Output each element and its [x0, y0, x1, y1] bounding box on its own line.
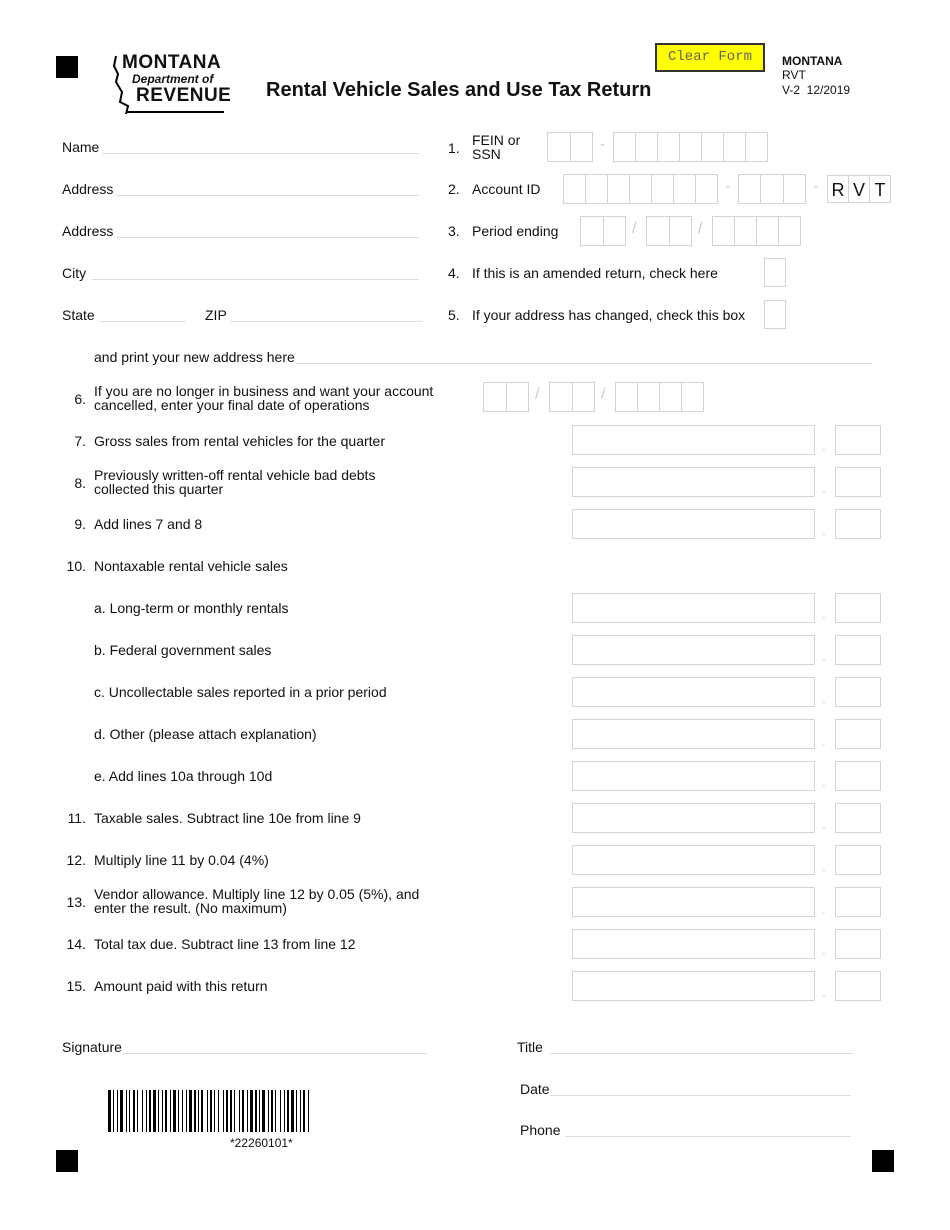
name-label: Name — [62, 139, 100, 155]
barcode-bar — [234, 1090, 235, 1132]
fein-part1-input[interactable] — [547, 132, 593, 162]
barcode-bar — [120, 1090, 123, 1132]
line7-cents-input[interactable] — [835, 425, 881, 455]
line7-label: Gross sales from rental vehicles for the quarter — [94, 433, 386, 449]
barcode-bar — [108, 1090, 111, 1132]
line9-cents-input[interactable] — [835, 509, 881, 539]
barcode-bar — [308, 1090, 309, 1132]
line7-number: 7. — [74, 433, 86, 449]
signature-field[interactable] — [124, 1053, 427, 1054]
line4-number: 4. — [448, 265, 460, 281]
barcode-bar — [137, 1090, 138, 1132]
line8-number: 8. — [74, 475, 86, 491]
dor-logo — [108, 52, 232, 118]
registration-mark-bottom-left — [56, 1150, 78, 1172]
final-date-slash2: / — [601, 386, 606, 403]
line3-label: Period ending — [472, 223, 559, 239]
barcode-bar — [303, 1090, 305, 1132]
barcode-bar — [230, 1090, 232, 1132]
barcode-bar — [262, 1090, 265, 1132]
line10d-decimal: . — [822, 732, 826, 748]
line10d-cents-input[interactable] — [835, 719, 881, 749]
line6-label-a: If you are no longer in business and want your account — [94, 383, 434, 399]
barcode-bar — [153, 1090, 156, 1132]
city-field[interactable] — [92, 279, 419, 280]
period-slash1: / — [632, 220, 637, 237]
line2-label: Account ID — [472, 181, 541, 197]
barcode-bar — [226, 1090, 228, 1132]
period-year-input[interactable] — [712, 216, 801, 246]
line10c-dollars-input[interactable] — [572, 677, 815, 707]
line11-dollars-input[interactable] — [572, 803, 815, 833]
line1-label-a: FEIN or — [472, 132, 521, 148]
zip-field[interactable] — [230, 321, 422, 322]
barcode-bar — [173, 1090, 176, 1132]
line11-cents-input[interactable] — [835, 803, 881, 833]
line6-number: 6. — [74, 391, 86, 407]
line10c-decimal: . — [822, 690, 826, 706]
zip-label: ZIP — [205, 307, 227, 323]
barcode-bar — [117, 1090, 118, 1132]
barcode-bar — [291, 1090, 294, 1132]
form-version: V-2 12/2019 — [782, 83, 851, 97]
barcode-bar — [207, 1090, 208, 1132]
line13-number: 13. — [66, 894, 86, 910]
line9-dollars-input[interactable] — [572, 509, 815, 539]
final-date-month-input[interactable] — [483, 382, 529, 412]
final-date-year-input[interactable] — [615, 382, 704, 412]
line8-decimal: . — [822, 480, 826, 496]
period-day-input[interactable] — [646, 216, 692, 246]
line10c-cents-input[interactable] — [835, 677, 881, 707]
line15-cents-input[interactable] — [835, 971, 881, 1001]
barcode-bar — [210, 1090, 212, 1132]
line12-label: Multiply line 11 by 0.04 (4%) — [94, 852, 269, 868]
address2-label: Address — [62, 223, 114, 239]
address-changed-checkbox[interactable] — [764, 300, 786, 329]
barcode-bar — [247, 1090, 248, 1132]
final-date-slash1: / — [535, 386, 540, 403]
barcode-bar — [275, 1090, 276, 1132]
date-label: Date — [520, 1081, 550, 1097]
barcode-bar — [113, 1090, 114, 1132]
line8-cents-input[interactable] — [835, 467, 881, 497]
line10d-dollars-input[interactable] — [572, 719, 815, 749]
barcode-bar — [296, 1090, 297, 1132]
barcode-bar — [149, 1090, 151, 1132]
title-label: Title — [517, 1039, 543, 1055]
line14-label: Total tax due. Subtract line 13 from line 12 — [94, 936, 356, 952]
line13-label — [94, 887, 419, 915]
barcode-text: *22260101* — [230, 1136, 293, 1150]
line10e-dollars-input[interactable] — [572, 761, 815, 791]
barcode-bar — [158, 1090, 159, 1132]
line14-dollars-input[interactable] — [572, 929, 815, 959]
line10b-cents-input[interactable] — [835, 635, 881, 665]
fein-dash: - — [600, 136, 606, 153]
barcode-bar — [223, 1090, 224, 1132]
line11-decimal: . — [822, 816, 826, 832]
line2-number: 2. — [448, 181, 460, 197]
barcode-bar — [271, 1090, 273, 1132]
barcode-bar — [126, 1090, 127, 1132]
barcode-bar — [186, 1090, 187, 1132]
barcode-bar — [194, 1090, 196, 1132]
line10-label: Nontaxable rental vehicle sales — [94, 558, 288, 574]
barcode-bar — [259, 1090, 260, 1132]
page-title: Rental Vehicle Sales and Use Tax Return — [266, 79, 652, 101]
line13-label-a: Vendor allowance. Multiply line 12 by 0.05 (5%), and — [94, 886, 420, 902]
city-label: City — [62, 265, 87, 281]
line10-number: 10. — [66, 558, 86, 574]
line13-decimal: . — [822, 900, 826, 916]
barcode — [108, 1090, 418, 1132]
line5-label: If your address has changed, check this box — [472, 307, 746, 323]
barcode-bar — [133, 1090, 135, 1132]
barcode-bar — [255, 1090, 257, 1132]
line10c-label: c. Uncollectable sales reported in a prior period — [94, 684, 387, 700]
line15-label: Amount paid with this return — [94, 978, 268, 994]
barcode-bar — [300, 1090, 301, 1132]
line3-number: 3. — [448, 223, 460, 239]
line9-number: 9. — [74, 516, 86, 532]
barcode-bar — [250, 1090, 253, 1132]
line10a-label: a. Long-term or monthly rentals — [94, 600, 289, 616]
line13-dollars-input[interactable] — [572, 887, 815, 917]
suffix-v: V — [848, 175, 870, 203]
phone-field[interactable] — [565, 1136, 851, 1137]
new-address-label: and print your new address here — [94, 349, 295, 365]
suffix-t: T — [869, 175, 891, 203]
state-label: State — [62, 307, 95, 323]
line10e-label: e. Add lines 10a through 10d — [94, 768, 273, 784]
state-field[interactable] — [100, 321, 186, 322]
address1-field[interactable] — [116, 195, 419, 196]
form-state: MONTANA — [782, 54, 843, 68]
barcode-bar — [214, 1090, 215, 1132]
line10e-decimal: . — [822, 774, 826, 790]
clear-form-button[interactable]: Clear Form — [655, 43, 765, 72]
line6-label — [94, 384, 433, 412]
line12-number: 12. — [66, 852, 86, 868]
barcode-bar — [129, 1090, 130, 1132]
line8-label-a: Previously written-off rental vehicle bad debts — [94, 467, 376, 483]
signature-label: Signature — [62, 1039, 122, 1055]
line10d-label: d. Other (please attach explanation) — [94, 726, 317, 742]
period-month-input[interactable] — [580, 216, 626, 246]
barcode-bar — [239, 1090, 240, 1132]
barcode-bar — [162, 1090, 163, 1132]
new-address-field[interactable] — [296, 363, 872, 364]
period-slash2: / — [698, 220, 703, 237]
registration-mark-top-left — [56, 56, 78, 78]
barcode-bar — [218, 1090, 219, 1132]
barcode-bar — [268, 1090, 269, 1132]
line6-label-b: cancelled, enter your final date of operations — [94, 397, 370, 413]
line8-label-b: collected this quarter — [94, 481, 224, 497]
line4-label: If this is an amended return, check here — [472, 265, 718, 281]
line10e-cents-input[interactable] — [835, 761, 881, 791]
barcode-bar — [142, 1090, 143, 1132]
line13-cents-input[interactable] — [835, 887, 881, 917]
address2-field[interactable] — [116, 237, 419, 238]
logo-dept-text: Department of — [132, 72, 214, 86]
line10a-decimal: . — [822, 606, 826, 622]
line7-decimal: . — [822, 438, 826, 454]
phone-label: Phone — [520, 1122, 561, 1138]
line9-label: Add lines 7 and 8 — [94, 516, 203, 532]
line8-label — [94, 468, 375, 496]
barcode-bar — [242, 1090, 244, 1132]
title-field[interactable] — [550, 1053, 853, 1054]
address1-label: Address — [62, 181, 114, 197]
line15-decimal: . — [822, 984, 826, 1000]
line1-number: 1. — [448, 140, 460, 156]
name-field[interactable] — [102, 153, 419, 154]
line9-decimal: . — [822, 522, 826, 538]
line11-number: 11. — [67, 810, 86, 826]
barcode-bar — [146, 1090, 147, 1132]
barcode-bar — [280, 1090, 281, 1132]
barcode-bar — [284, 1090, 285, 1132]
barcode-bar — [170, 1090, 171, 1132]
form-code: RVT — [782, 68, 806, 82]
barcode-bar — [178, 1090, 179, 1132]
barcode-bar — [198, 1090, 199, 1132]
line14-number: 14. — [66, 936, 86, 952]
logo-revenue-text: REVENUE — [136, 85, 232, 106]
fein-part2-input[interactable] — [613, 132, 768, 162]
line12-decimal: . — [822, 858, 826, 874]
line5-number: 5. — [448, 307, 460, 323]
line10a-cents-input[interactable] — [835, 593, 881, 623]
line14-decimal: . — [822, 942, 826, 958]
barcode-bar — [182, 1090, 183, 1132]
line12-dollars-input[interactable] — [572, 845, 815, 875]
account-id-part2-input[interactable] — [738, 174, 806, 204]
barcode-bar — [189, 1090, 192, 1132]
line15-dollars-input[interactable] — [572, 971, 815, 1001]
line12-cents-input[interactable] — [835, 845, 881, 875]
line14-cents-input[interactable] — [835, 929, 881, 959]
barcode-bar — [201, 1090, 203, 1132]
line8-dollars-input[interactable] — [572, 467, 815, 497]
date-field[interactable] — [550, 1095, 851, 1096]
account-id-dash1: - — [725, 178, 731, 195]
line15-number: 15. — [66, 978, 86, 994]
line1-label — [472, 133, 520, 161]
barcode-bar — [287, 1090, 289, 1132]
line7-dollars-input[interactable] — [572, 425, 815, 455]
amended-return-checkbox[interactable] — [764, 258, 786, 287]
barcode-bar — [165, 1090, 167, 1132]
line13-label-b: enter the result. (No maximum) — [94, 900, 287, 916]
account-id-dash2: - — [813, 178, 819, 195]
account-id-suffix — [828, 175, 891, 203]
account-id-part1-input[interactable] — [563, 174, 718, 204]
line1-label-b: SSN — [472, 146, 501, 162]
suffix-r: R — [827, 175, 849, 203]
line10b-label: b. Federal government sales — [94, 642, 272, 658]
final-date-day-input[interactable] — [549, 382, 595, 412]
logo-montana-text: MONTANA — [122, 52, 222, 73]
line11-label: Taxable sales. Subtract line 10e from line 9 — [94, 810, 361, 826]
line10b-dollars-input[interactable] — [572, 635, 815, 665]
line10a-dollars-input[interactable] — [572, 593, 815, 623]
registration-mark-bottom-right — [872, 1150, 894, 1172]
line10b-decimal: . — [822, 648, 826, 664]
